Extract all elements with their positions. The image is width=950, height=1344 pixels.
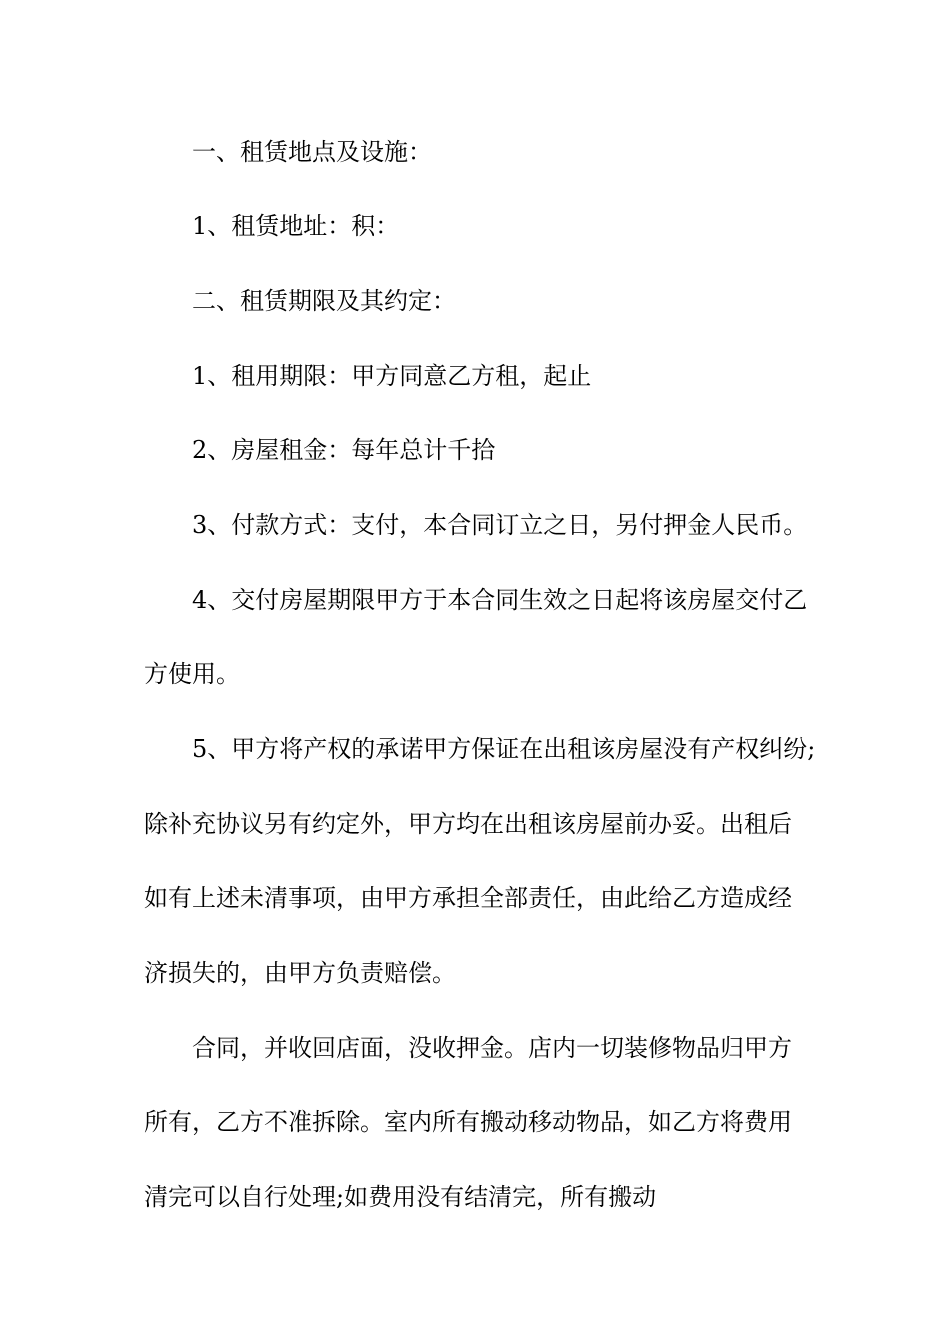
paragraph-line: 3、付款方式：支付，本合同订立之日，另付押金人民币。 — [192, 511, 808, 539]
paragraph-line: 如有上述未清事项，由甲方承担全部责任，由此给乙方造成经 — [144, 884, 792, 912]
paragraph-line: 所有，乙方不准拆除。室内所有搬动移动物品，如乙方将费用 — [144, 1108, 792, 1136]
paragraph-line: 1、租赁地址：积： — [192, 212, 400, 240]
paragraph-line: 1、租用期限：甲方同意乙方租，起止 — [192, 362, 592, 390]
paragraph-line: 济损失的，由甲方负责赔偿。 — [144, 959, 456, 987]
section-heading-1: 一、租赁地点及设施： — [192, 138, 432, 166]
section-heading-2: 二、租赁期限及其约定： — [192, 287, 456, 315]
paragraph-line: 5、甲方将产权的承诺甲方保证在出租该房屋没有产权纠纷; — [192, 735, 816, 763]
paragraph-line: 4、交付房屋期限甲方于本合同生效之日起将该房屋交付乙 — [192, 586, 808, 614]
paragraph-line: 方使用。 — [144, 660, 240, 688]
paragraph-line: 除补充协议另有约定外，甲方均在出租该房屋前办妥。出租后 — [144, 810, 792, 838]
paragraph-line: 合同，并收回店面，没收押金。店内一切装修物品归甲方 — [192, 1034, 792, 1062]
paragraph-line: 清完可以自行处理;如费用没有结清完，所有搬动 — [144, 1183, 657, 1211]
paragraph-line: 2、房屋租金：每年总计千拾 — [192, 436, 496, 464]
